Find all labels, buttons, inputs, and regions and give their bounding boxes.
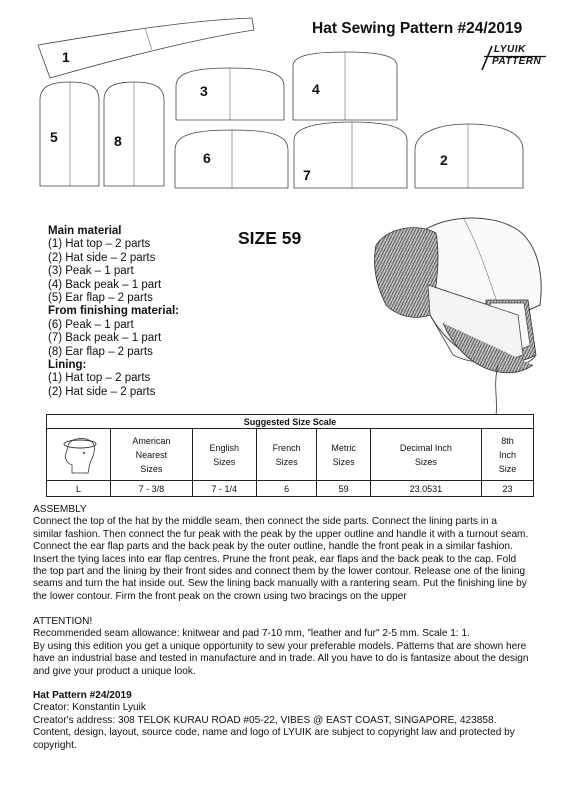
attention-line: have an industrial base and tested in manufacture and in trade. All you have to do is fantasize about the design bbox=[33, 653, 529, 665]
pattern-piece-7-outline bbox=[294, 122, 407, 188]
assembly-line: Insert the tying laces into ear flap centres. Prune the front peak, ear flaps and the back peak to the cap. Fold bbox=[33, 553, 517, 565]
material-item: (5) Ear flap – 2 parts bbox=[48, 292, 153, 305]
footer-heading: Hat Pattern #24/2019 bbox=[33, 690, 132, 701]
cell-eighth-inch: 23 bbox=[482, 481, 534, 497]
logo-text-bottom: PATTERN bbox=[492, 56, 542, 67]
material-item: (2) Hat side – 2 parts bbox=[48, 251, 156, 264]
assembly-section bbox=[33, 504, 553, 603]
pattern-pieces bbox=[0, 0, 570, 200]
table-row bbox=[47, 481, 534, 497]
pattern-piece-5-outline bbox=[40, 82, 99, 186]
fur-hat-illustration bbox=[368, 205, 548, 420]
material-item: (1) Hat top – 2 parts bbox=[48, 372, 151, 385]
assembly-line: the top part and the lining by their front sides and connect them by the lower contour. Release one of the lining bbox=[33, 566, 526, 578]
assembly-line: similar fashion. Then connect the fur peak with the peak by the upper outline and handle it with a turnout seam. bbox=[33, 528, 529, 540]
piece-label-5: 5 bbox=[50, 129, 58, 145]
finishing-material-heading: From finishing material: bbox=[48, 305, 179, 318]
piece-label-8: 8 bbox=[114, 133, 122, 149]
material-item: (2) Hat side – 2 parts bbox=[48, 385, 156, 398]
col-american: American Nearest Sizes bbox=[111, 429, 193, 481]
piece-label-1: 1 bbox=[62, 49, 70, 65]
col-english: English Sizes bbox=[192, 429, 256, 481]
cell-american: 7 - 3/8 bbox=[111, 481, 193, 497]
piece-label-3: 3 bbox=[200, 83, 208, 99]
col-decimal-inch: Decimal Inch Sizes bbox=[370, 429, 481, 481]
material-item: (4) Back peak – 1 part bbox=[48, 278, 162, 291]
material-item: (1) Hat top – 2 parts bbox=[48, 238, 151, 251]
size-label: SIZE 59 bbox=[238, 228, 302, 248]
main-material-heading: Main material bbox=[48, 225, 122, 237]
attention-line: Recommended seam allowance: knitwear and pad 7-10 mm, "leather and fur" 2-5 mm. Scale 1: 1. bbox=[33, 628, 470, 640]
materials-list bbox=[48, 225, 179, 399]
size-table-wrapper bbox=[46, 414, 534, 497]
material-item: (3) Peak – 1 part bbox=[48, 265, 134, 278]
piece-label-2: 2 bbox=[440, 152, 448, 168]
col-metric: Metric Sizes bbox=[317, 429, 370, 481]
logo-text-top: LYUIK bbox=[494, 44, 526, 55]
head-size-diagram-cell bbox=[47, 429, 111, 481]
pattern-piece-2-outline bbox=[415, 124, 523, 188]
footer-section bbox=[33, 690, 553, 752]
head-measure-icon bbox=[54, 431, 104, 475]
material-item: (8) Ear flap – 2 parts bbox=[48, 345, 153, 358]
assembly-line: seams and turn the hat inside out. Sew the lining back manually with a rantering seam. Put the finishing line by bbox=[33, 578, 527, 590]
assembly-line: the lower contour. Firm the front peak on the crown using two bracings on the upper bbox=[33, 590, 407, 602]
piece-label-7: 7 bbox=[303, 167, 311, 183]
attention-line: By using this edition you get a unique opportunity to sew your preferable models. Patterns that are shown here bbox=[33, 640, 527, 652]
attention-heading: ATTENTION! bbox=[33, 616, 93, 627]
footer-address: Creator's address: 308 TELOK KURAU ROAD #05-22, VIBES @ EAST COAST, SINGAPORE, 423858. bbox=[33, 714, 497, 726]
cell-english: 7 - 1/4 bbox=[192, 481, 256, 497]
material-item: (7) Back peak – 1 part bbox=[48, 332, 162, 345]
footer-creator: Creator: Konstantin Lyuik bbox=[33, 702, 146, 714]
size-scale-table bbox=[46, 414, 534, 497]
attention-line: and give your product a unique look. bbox=[33, 665, 196, 677]
table-caption: Suggested Size Scale bbox=[47, 415, 534, 429]
assembly-line: Connect the ear flap parts and the back peak by the outer outline, handle the front peak in a similar fashion. bbox=[33, 541, 513, 553]
assembly-heading: ASSEMBLY bbox=[33, 504, 87, 515]
piece-label-6: 6 bbox=[203, 150, 211, 166]
pattern-piece-1-outline bbox=[38, 18, 254, 78]
piece-label-4: 4 bbox=[312, 81, 320, 97]
cell-label: L bbox=[47, 481, 111, 497]
col-french: French Sizes bbox=[256, 429, 317, 481]
cell-metric: 59 bbox=[317, 481, 370, 497]
material-item: (6) Peak – 1 part bbox=[48, 318, 134, 331]
assembly-line: Connect the top of the hat by the middle seam, then connect the side parts. Connect the lining parts in a bbox=[33, 516, 498, 528]
footer-copyright: Content, design, layout, source code, name and logo of LYUIK are subject to copyright law and protected by bbox=[33, 727, 515, 739]
cell-french: 6 bbox=[256, 481, 317, 497]
pattern-piece-6-outline bbox=[175, 130, 288, 188]
lining-heading: Lining: bbox=[48, 359, 87, 372]
cell-decimal-inch: 23.0531 bbox=[370, 481, 481, 497]
footer-copyright-end: copyright. bbox=[33, 739, 77, 751]
attention-section bbox=[33, 616, 553, 678]
page-title: Hat Sewing Pattern #24/2019 bbox=[312, 20, 523, 37]
col-eighth-inch: 8th Inch Size bbox=[482, 429, 534, 481]
